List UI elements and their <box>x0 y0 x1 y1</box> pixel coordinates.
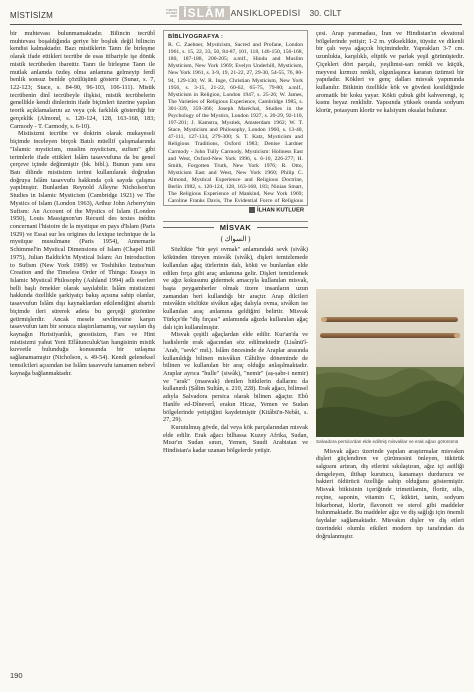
column-right <box>316 30 464 624</box>
entry-title: MİSVAK <box>219 223 252 232</box>
author-name: İLHAN KUTLUER <box>256 207 304 214</box>
header-rule <box>10 24 462 25</box>
paragraph: Misvak çeşitli ağaçlardan elde edilir. Kur'an'da ve hadislerde erak ağacından söz edilmektedir (Lisânü'l-ʿArab, "sevk" md.). İslâm öncesinde de Araplar arasında kullanıldığı bilinen misvâkın Câhiliye döneminde de bilinen ve kullanılan bir araç olduğu anlaşılmaktadır. Araplar ayrıca "hulle" (siwâk), "nemir" (aṣ-ṣabr-i nemir) ve "arak" (maswak) denilen bitkilerin dallarını da kullanırdı (Ṣâlim Sultân, s. 210, 228). Erak ağacı, bilimsel adıyla Salvadora persica olarak bilinen ağaçtır. Ebû Hanîfe ed-Dîneverî, erakın Hicaz, Yemen ve Sudan bölgelerinde yetiştiğini kaydetmiştir (Kitâbü'n-Nebât, s. 27, 29). <box>163 331 308 424</box>
paragraph: bir muhtevası bulunmamaktadır. Bilincin tecrübî muhtevası boşaldığında geriye bir boşluk değil bilincin kendisi kalmaktadır. Bazı mistiklerin Tanrı ile birleşme olarak ifade ettikleri tecrübe de esas itibariyle işe dönük mistik tecrübeden ibarettir. Tanrı ile birleşme Tanrı ile mutlak anlamda özdeş olma anlamına gelmeyip ferdî benlik sonsuz benlde çözülüşünü gösterir (Sunar, s. 7, 122-123; Stace, s. 84-90, 96-103, 106-111). Mistik tecrübenin dinî tecrübeyle ilişkisi, mistik tecrübelerin genellikle kendi dinlerinin ifade biçimleri üzerine yapılan teorik açıklamalarını az veya çok farklılık gösterdiği bir gerçeklik (Almond, s. 120-124, 128, 163-168, 183; Carmody - T. Carmody, s. 6-10). <box>10 30 155 130</box>
heading-rule-left <box>163 227 214 228</box>
author-line <box>163 207 308 217</box>
column-left <box>10 30 155 377</box>
entry-arabic-title: ( السواك ) <box>220 234 251 243</box>
figure-caption: Salvadora persica'dan elde edilmiş misvaklar ve erak ağacı görünümü <box>316 439 459 444</box>
paragraph: Sözlükte "bir şeyi ovmak" anlamındaki sevk (sivâk) kökünden türeyen misvâk (sivâk), dişleri temizlemede kullanılan ağaç türlerinin dalı, kökü ve bunlardan elde edilen fırça gibi araç anlamına gelir. Dişleri temizlemek ve ağız kokusunu gidermek amacıyla kullanılan misvak, başta peygamberler olmak üzere insanların uzun zamandan beri kullandığı bir araçtır. Arap dilcileri misvâkin sözlükte sivâkın ağaç dalıyla ovma, sivâkın ise kullanılan araç anlamına geldiğini belirtir. Misvak Türkçe'de "diş fırçası" anlamında ağızda kullanılan ağaç dalı için kullanılmıştır. <box>163 246 308 331</box>
entry-heading <box>163 224 308 232</box>
page-number: 190 <box>10 671 23 680</box>
author-square-icon <box>249 207 255 213</box>
divider <box>163 221 308 222</box>
logo-line-3: VAKFI <box>169 14 178 18</box>
bibliography-box <box>163 30 308 206</box>
volume-label: 30. CİLT <box>309 8 342 18</box>
islam-logo: İSLÂM <box>179 6 229 20</box>
encyclopedia-header <box>166 6 341 20</box>
entry-body <box>163 246 308 692</box>
misvak-sticks-image <box>316 289 464 437</box>
heading-rule-right <box>257 227 308 228</box>
paragraph: çesi. Arap yarımadası, İran ve Hindistan'ın ekvatoral bölgelerinde yetişir; 1-2 m. yükseklikte, tüysüz ve dikenli bir çalı veya ağaçcık biçimindedir. Yaprakları 3-7 cm. uzunlukta, karşılıklı, eliptik ve parlak yeşil görünüştedir. Çiçekleri dört parçalı, yeşilimsi-sarı renkli ve küçük, meyvesi kırmızı renkli, olgunlaşınca kararan üzümsü bir yapıdadır. Kökleri ve genç dalları misvak yapımında kullanılır. Bitkinin özellikle kök ve gövdesi kesildiğinde aromatik bir koku yayar. Kökü çubuk gibi kahverengi, iç kısmı beyaz renklidir. Yapısında yüksek oranda sodyum klorür, potasyum klorür ve kalsiyum oksalat bulunur. <box>316 30 464 115</box>
column-right-text <box>316 30 464 285</box>
bibliography-text: R. C. Zaehner, Mysticism, Sacred and Profane, London 1961, s. 15, 22, 33, 50, 84-87, 101, 118, 146-150, 156-168, 180, 187-188, 200-205; a.mlf., Hindu and Muslim Mysticism, New York 1969; Evelyn Underhill, Mysticism, New York 1961, s. 3-9, 19, 21-22, 27, 29-30, 54-55, 76, 80-94, 129-130; W. R. Inge, Christian Mysticism, New York 1956, s. 3-15, 21-22, 60-62, 65-75, 79-80; a.mlf., Mysticism in Religion, London 1947, s. 25-26; W. James, The Varieties of Religious Experience, Cambridge 1985, s. 301-339, 359-366; Joseph Maréchal, Studies in the Psychology of the Mystics, London 1927, s. 20-29, 92-110, 197-201; J. Kamstra, Mystiek, Amsterdam 1962; W. T. Stace, Mysticism and Philosophy, London 1960, s. 13-40, 47-111, 127-134, 279-300; S. T. Katz, Mysticism and Religious Traditions, Oxford 1983; Denise Lardner Carmody - John Tully Carmody, Mysticism: Holiness East and West, Oxford-New York 1996, s. 6-10, 226-277; H. Smith, Forgotten Truth, New York 1976; R. Otto, Mysticism East and West, New York 1960; Philip C. Almond, Mystical Experience and Religious Doctrine, Berlin 1982, s. 120-124, 128, 163-168, 183; Ninian Smart, The Religious Experience of Mankind, New York 1969; Caroline Franks Davis, The Evidential Force of Religious <box>168 42 303 205</box>
logo-line-2: DİYANET <box>166 11 178 15</box>
bibliography-heading: BİBLİYOGRAFYA : <box>168 34 224 40</box>
logo-line-1: TÜRKİYE <box>166 8 178 12</box>
encyclopedia-title: ANSİKLOPEDİSİ <box>230 8 301 18</box>
column-middle <box>163 30 308 692</box>
paragraph: Mistisizmi tecrübe ve doktrin olarak mukayeseli biçimde inceleyen birçok Batılı müellif çalışmalarında "Islamic mysticism, muslim mysticism, sufism" gibi terimlerle ifade ettikleri İslâm tasavvufuna da bu genel çerçeve içinde değinmiştir (bk. bibl.). Bunun yanı sıra Batı dilinde mistisizm terimi kullanılarak doğrudan doğruya İslâm tasavvufu hakkında çok sayıda çalışma yapılmıştır. Bunlardan Reynold Alleyne Nicholson'un Studies in Islamic Mysticism (Cambridge 1921) ve The Mystics of Islam (London 1963), Arthur John Arberry'nin Sufism: An Account of the Mystics of Islam (London 1950), Louis Massignon'un Recueil des textes inédits concernant l'histoire de la mystique en pays d'Islam (Paris 1929) ve Essai sur les origines du lexique technique de la mystique musulmane (Paris 1954), Annemarie Schimmel'in Mystical Dimensions of Islam (Chapel Hill 1975), Julian Baldick'in Mystical Islam: An Introduction to Sufism (New York 1989) ve Toshihiko Izutsu'nun Creation and the Timeless Order of Things: Essays in Islamic Mystical Philosophy (Ashland 1994) adlı eserleri belli başlı örnekler olarak sayılabilir. İslâm mistisizmi hakkında özellikle şarkiyatçı bakış açısına sahip olanlar, tasavvufun İslâm dışı kaynaklardan etkilendiğini abartılı biçimde ileri sürerek adeta bu gerçeği gözönüne getirmişlerdir. Ancak mesele sevilmesine karşın tasavvufun tam bir sonuca ulaştırılamamış, var sayılan dış kaynağın Hıristiyanlık, gnostisizm, Fars ve Hint mistisizmi yahut Yeni Eflâtunculuk'tan hangisinin mistik kuvvetle bulunduğu konusunda bir uzlaşma sağlanamamıştır (Nicholson, s. 49-54). Kendi geleneksel temsilcileri açısından ise İslâm tasavvufu tamamen nebevî kaynağa bağlanmaktadır. <box>10 130 155 377</box>
publisher-logo-text <box>166 9 177 18</box>
column-right-text-2 <box>316 448 464 624</box>
misvak-photo <box>316 289 464 437</box>
paragraph: Misvak ağacı üzerinde yapılan araştırmalar misvakın dişleri güçlendiren ve çürümesini önleyen, tükürük salgısını artıran, diş etlerini sıkılaştıran, ağız içi asitliği dengeleyen, iltihap kurutucu, kanamayı durdurucu ve bakteri öldürücü özelliğe sahip olduğunu göstermiştir. Misvak bitkisinin içeriğinde trimetilamin, florür, silis, reçine, saponin, vitamin C, kükürt, tanin, sodyum bikarbonat, klorür, flavonoit ve sterol gibi maddeler bulunmaktadır. Bu maddeler ağız ve diş sağlığı için önemli faydalar sağlamaktadır. Misvakın dişler ve diş etleri üzerindeki olumlu etkileri modern tıp tarafından da doğrulanmıştır. <box>316 447 464 540</box>
paragraph: Kurutulmuş gövde, dal veya kök parçalarından misvak elde edilir. Erak ağacı bilhassa Kuzey Afrika, Sudan, Mısır'ın Sudan sınırı, Yemen, Suudi Arabistan ve Hindistan'a kadar uzanan bölgelerde yetişir. <box>163 423 308 455</box>
section-running-head: MİSTİSİZM <box>10 11 54 20</box>
